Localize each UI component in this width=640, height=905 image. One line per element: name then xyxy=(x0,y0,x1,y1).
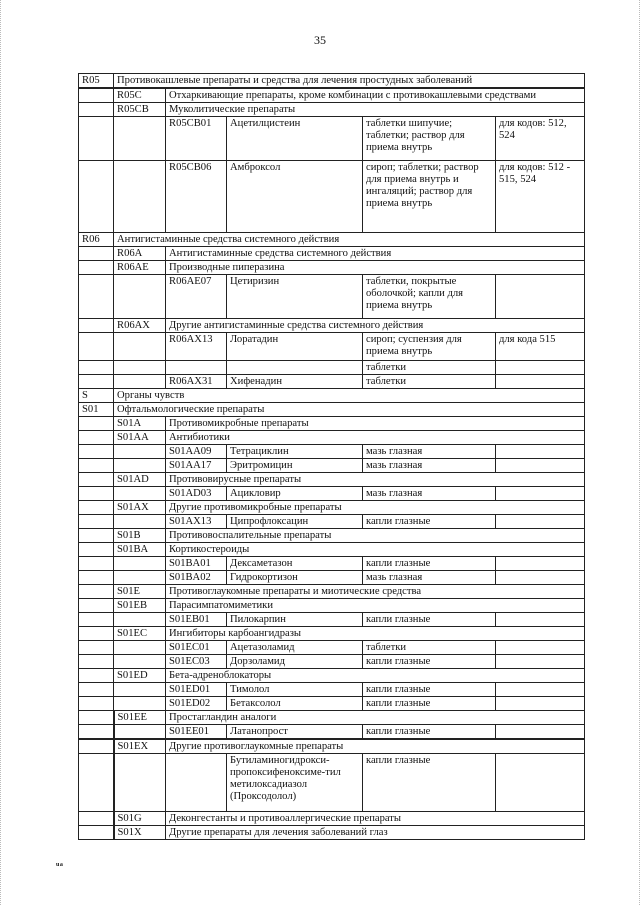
blank-cell xyxy=(79,515,114,529)
subgroup-name-cell: Другие противоглаукомные препараты xyxy=(166,739,585,754)
table-row xyxy=(79,247,585,261)
drug-name-cell: Эритромицин xyxy=(227,459,363,473)
dosage-form-cell: мазь глазная xyxy=(363,571,496,585)
blank-cell xyxy=(114,641,166,655)
blank-cell xyxy=(79,571,114,585)
blank-cell xyxy=(79,826,114,840)
table-row xyxy=(79,375,585,389)
note-cell xyxy=(496,557,585,571)
table-row xyxy=(79,754,585,812)
drug-code-cell: S01BA02 xyxy=(166,571,227,585)
subgroup-name-cell: Противовоспалительные препараты xyxy=(166,529,585,543)
drug-name-cell: Цетиризин xyxy=(227,275,363,319)
blank-cell xyxy=(114,375,166,389)
subgroup-code-cell: S01EC xyxy=(114,627,166,641)
drug-code-cell: S01ED02 xyxy=(166,697,227,711)
blank-cell xyxy=(79,247,114,261)
subgroup-name-cell: Другие антигистаминные средства системного действия xyxy=(166,319,585,333)
table-row xyxy=(79,627,585,641)
drug-code-cell: S01EB01 xyxy=(166,613,227,627)
blank-cell xyxy=(79,812,114,826)
table-row xyxy=(79,389,585,403)
note-cell: для кодов: 512 - 515, 524 xyxy=(496,161,585,233)
table-row xyxy=(79,543,585,557)
note-cell xyxy=(496,459,585,473)
subgroup-code-cell: R05C xyxy=(114,88,166,103)
drug-code-cell: R06AX31 xyxy=(166,375,227,389)
dosage-form-cell: таблетки xyxy=(363,361,496,375)
subgroup-name-cell: Противоглаукомные препараты и миотические средства xyxy=(166,585,585,599)
drug-name-cell: Ацетилцистеин xyxy=(227,117,363,161)
subgroup-code-cell: S01EX xyxy=(114,739,166,754)
blank-cell xyxy=(79,754,114,812)
drug-name-cell: Дексаметазон xyxy=(227,557,363,571)
table-row xyxy=(79,571,585,585)
table-row xyxy=(79,261,585,275)
subgroup-name-cell: Муколитические препараты xyxy=(166,103,585,117)
subgroup-name-cell: Бета-адреноблокаторы xyxy=(166,669,585,683)
dosage-form-cell: капли глазные xyxy=(363,613,496,627)
drug-name-cell: Тимолол xyxy=(227,683,363,697)
subgroup-name-cell: Ингибиторы карбоангидразы xyxy=(166,627,585,641)
note-cell xyxy=(496,641,585,655)
blank-cell xyxy=(79,375,114,389)
drug-name-cell: Бутиламиногидрокси-пропоксифеноксиме-тил метилоксадиазол (Проксодолол) xyxy=(227,754,363,812)
subgroup-code-cell: S01EB xyxy=(114,599,166,613)
blank-cell xyxy=(79,319,114,333)
blank-cell xyxy=(79,261,114,275)
subgroup-name-cell: Деконгестанты и противоаллергические препараты xyxy=(166,812,585,826)
drug-name-cell: Бетаксолол xyxy=(227,697,363,711)
table-row xyxy=(79,473,585,487)
blank-cell xyxy=(79,585,114,599)
blank-cell xyxy=(114,515,166,529)
scan-left-edge xyxy=(0,0,3,905)
table-row xyxy=(79,275,585,319)
blank-cell xyxy=(79,557,114,571)
blank-cell xyxy=(79,431,114,445)
group-code-cell: S01 xyxy=(79,403,114,417)
drug-code-cell: R05CB01 xyxy=(166,117,227,161)
table-row xyxy=(79,655,585,669)
drug-code-cell xyxy=(166,361,227,375)
subgroup-name-cell: Производные пиперазина xyxy=(166,261,585,275)
table-row xyxy=(79,417,585,431)
drug-name-cell: Пилокарпин xyxy=(227,613,363,627)
subgroup-code-cell: S01B xyxy=(114,529,166,543)
subgroup-code-cell: S01AD xyxy=(114,473,166,487)
blank-cell xyxy=(79,613,114,627)
table-row xyxy=(79,641,585,655)
subgroup-name-cell: Парасимпатомиметики xyxy=(166,599,585,613)
dosage-form-cell: капли глазные xyxy=(363,515,496,529)
subgroup-name-cell: Другие противомикробные препараты xyxy=(166,501,585,515)
table-row xyxy=(79,697,585,711)
table-row xyxy=(79,725,585,740)
table-row xyxy=(79,333,585,361)
blank-cell xyxy=(114,655,166,669)
subgroup-name-cell: Противовирусные препараты xyxy=(166,473,585,487)
blank-cell xyxy=(79,627,114,641)
blank-cell xyxy=(79,88,114,103)
drug-code-cell: R06AX13 xyxy=(166,333,227,361)
group-code-cell: S xyxy=(79,389,114,403)
table-row xyxy=(79,739,585,754)
subgroup-code-cell: S01EE xyxy=(114,711,166,725)
subgroup-name-cell: Антигистаминные средства системного действия xyxy=(166,247,585,261)
table-row xyxy=(79,812,585,826)
subgroup-code-cell: S01E xyxy=(114,585,166,599)
drug-name-cell: Ацикловир xyxy=(227,487,363,501)
table-row xyxy=(79,669,585,683)
table-row xyxy=(79,529,585,543)
note-cell xyxy=(496,571,585,585)
dosage-form-cell: таблетки xyxy=(363,375,496,389)
dosage-form-cell: капли глазные xyxy=(363,754,496,812)
table-row xyxy=(79,515,585,529)
table-row xyxy=(79,161,585,233)
blank-cell xyxy=(79,711,114,725)
table-row xyxy=(79,445,585,459)
drug-name-cell: Хифенадин xyxy=(227,375,363,389)
blank-cell xyxy=(79,473,114,487)
subgroup-code-cell: S01X xyxy=(114,826,166,840)
table-row xyxy=(79,487,585,501)
blank-cell xyxy=(79,655,114,669)
blank-cell xyxy=(79,117,114,161)
subgroup-name-cell: Другие препараты для лечения заболеваний глаз xyxy=(166,826,585,840)
blank-cell xyxy=(79,683,114,697)
dosage-form-cell: капли глазные xyxy=(363,557,496,571)
blank-cell xyxy=(79,445,114,459)
table-row xyxy=(79,613,585,627)
group-name-cell: Офтальмологические препараты xyxy=(114,403,585,417)
blank-cell xyxy=(79,417,114,431)
subgroup-code-cell: R06AE xyxy=(114,261,166,275)
table-row xyxy=(79,74,585,89)
blank-cell xyxy=(79,361,114,375)
table-row xyxy=(79,599,585,613)
subgroup-code-cell: S01BA xyxy=(114,543,166,557)
note-cell xyxy=(496,445,585,459)
drug-code-cell: S01AD03 xyxy=(166,487,227,501)
dosage-form-cell: таблетки, покрытые оболочкой; капли для приема внутрь xyxy=(363,275,496,319)
group-name-cell: Антигистаминные средства системного действия xyxy=(114,233,585,247)
drug-code-cell xyxy=(166,754,227,812)
blank-cell xyxy=(79,275,114,319)
blank-cell xyxy=(114,459,166,473)
subgroup-code-cell: R06A xyxy=(114,247,166,261)
dosage-form-cell: капли глазные xyxy=(363,655,496,669)
table-row xyxy=(79,233,585,247)
subgroup-code-cell: R06AX xyxy=(114,319,166,333)
blank-cell xyxy=(114,487,166,501)
table-row xyxy=(79,403,585,417)
drug-code-cell: S01ED01 xyxy=(166,683,227,697)
drug-code-cell: S01EC03 xyxy=(166,655,227,669)
group-name-cell: Противокашлевые препараты и средства для лечения простудных заболеваний xyxy=(114,74,585,89)
subgroup-name-cell: Антибиотики xyxy=(166,431,585,445)
dosage-form-cell: мазь глазная xyxy=(363,459,496,473)
blank-cell xyxy=(79,161,114,233)
subgroup-code-cell: S01AX xyxy=(114,501,166,515)
subgroup-name-cell: Простагландин аналоги xyxy=(166,711,585,725)
drug-code-cell: S01AX13 xyxy=(166,515,227,529)
drug-name-cell: Амброксол xyxy=(227,161,363,233)
table-row xyxy=(79,319,585,333)
note-cell: для кодов: 512, 524 xyxy=(496,117,585,161)
drug-code-cell: S01AA17 xyxy=(166,459,227,473)
subgroup-code-cell: S01A xyxy=(114,417,166,431)
drug-name-cell: Лоратадин xyxy=(227,333,363,361)
table-row xyxy=(79,361,585,375)
table-body xyxy=(79,74,585,840)
drug-name-cell: Ацетазоламид xyxy=(227,641,363,655)
note-cell xyxy=(496,754,585,812)
footer-mark: ua xyxy=(56,862,64,868)
dosage-form-cell: капли глазные xyxy=(363,697,496,711)
note-cell xyxy=(496,487,585,501)
drug-name-cell: Латанопрост xyxy=(227,725,363,740)
blank-cell xyxy=(114,557,166,571)
blank-cell xyxy=(114,754,166,812)
blank-cell xyxy=(114,361,166,375)
dosage-form-cell: мазь глазная xyxy=(363,487,496,501)
note-cell xyxy=(496,375,585,389)
blank-cell xyxy=(114,117,166,161)
group-name-cell: Органы чувств xyxy=(114,389,585,403)
dosage-form-cell: сироп; таблетки; раствор для приема внутрь и ингаляций; раствор для приема внутрь xyxy=(363,161,496,233)
subgroup-name-cell: Отхаркивающие препараты, кроме комбинации с противокашлевыми средствами xyxy=(166,88,585,103)
blank-cell xyxy=(79,487,114,501)
dosage-form-cell: таблетки шипучие; таблетки; раствор для приема внутрь xyxy=(363,117,496,161)
blank-cell xyxy=(114,161,166,233)
blank-cell xyxy=(79,725,114,740)
drug-name-cell: Дорзоламид xyxy=(227,655,363,669)
table-row xyxy=(79,557,585,571)
note-cell xyxy=(496,725,585,740)
blank-cell xyxy=(114,275,166,319)
note-cell xyxy=(496,515,585,529)
table-row xyxy=(79,431,585,445)
group-code-cell: R06 xyxy=(79,233,114,247)
drug-code-cell: S01EE01 xyxy=(166,725,227,740)
dosage-form-cell: мазь глазная xyxy=(363,445,496,459)
blank-cell xyxy=(79,543,114,557)
blank-cell xyxy=(79,669,114,683)
drug-code-cell: S01BA01 xyxy=(166,557,227,571)
drug-code-cell: S01EC01 xyxy=(166,641,227,655)
note-cell xyxy=(496,655,585,669)
blank-cell xyxy=(114,725,166,740)
drug-name-cell: Тетрациклин xyxy=(227,445,363,459)
note-cell xyxy=(496,361,585,375)
dosage-form-cell: сироп; суспензия для приема внутрь xyxy=(363,333,496,361)
dosage-form-cell: таблетки xyxy=(363,641,496,655)
page-number: 35 xyxy=(314,33,326,47)
subgroup-code-cell: S01AA xyxy=(114,431,166,445)
drug-name-cell: Гидрокортизон xyxy=(227,571,363,585)
subgroup-code-cell: S01G xyxy=(114,812,166,826)
blank-cell xyxy=(79,529,114,543)
table-row xyxy=(79,711,585,725)
blank-cell xyxy=(79,459,114,473)
drug-name-cell xyxy=(227,361,363,375)
subgroup-code-cell: S01ED xyxy=(114,669,166,683)
subgroup-name-cell: Противомикробные препараты xyxy=(166,417,585,431)
drug-name-cell: Ципрофлоксацин xyxy=(227,515,363,529)
note-cell: для кода 515 xyxy=(496,333,585,361)
dosage-form-cell: капли глазные xyxy=(363,683,496,697)
blank-cell xyxy=(79,501,114,515)
blank-cell xyxy=(79,333,114,361)
note-cell xyxy=(496,275,585,319)
subgroup-name-cell: Кортикостероиды xyxy=(166,543,585,557)
table-row xyxy=(79,826,585,840)
table-row xyxy=(79,501,585,515)
blank-cell xyxy=(114,683,166,697)
drug-code-cell: S01AA09 xyxy=(166,445,227,459)
table-row xyxy=(79,103,585,117)
group-code-cell: R05 xyxy=(79,74,114,89)
table-row xyxy=(79,683,585,697)
note-cell xyxy=(496,613,585,627)
blank-cell xyxy=(79,641,114,655)
note-cell xyxy=(496,697,585,711)
blank-cell xyxy=(79,103,114,117)
blank-cell xyxy=(114,445,166,459)
table-row xyxy=(79,117,585,161)
subgroup-code-cell: R05CB xyxy=(114,103,166,117)
blank-cell xyxy=(79,599,114,613)
table-row xyxy=(79,585,585,599)
note-cell xyxy=(496,683,585,697)
table-row xyxy=(79,88,585,103)
dosage-form-cell: капли глазные xyxy=(363,725,496,740)
blank-cell xyxy=(79,739,114,754)
drug-code-cell: R06AE07 xyxy=(166,275,227,319)
blank-cell xyxy=(114,697,166,711)
atc-drug-table xyxy=(78,73,585,840)
blank-cell xyxy=(79,697,114,711)
blank-cell xyxy=(114,571,166,585)
table-row xyxy=(79,459,585,473)
blank-cell xyxy=(114,333,166,361)
blank-cell xyxy=(114,613,166,627)
drug-code-cell: R05CB06 xyxy=(166,161,227,233)
